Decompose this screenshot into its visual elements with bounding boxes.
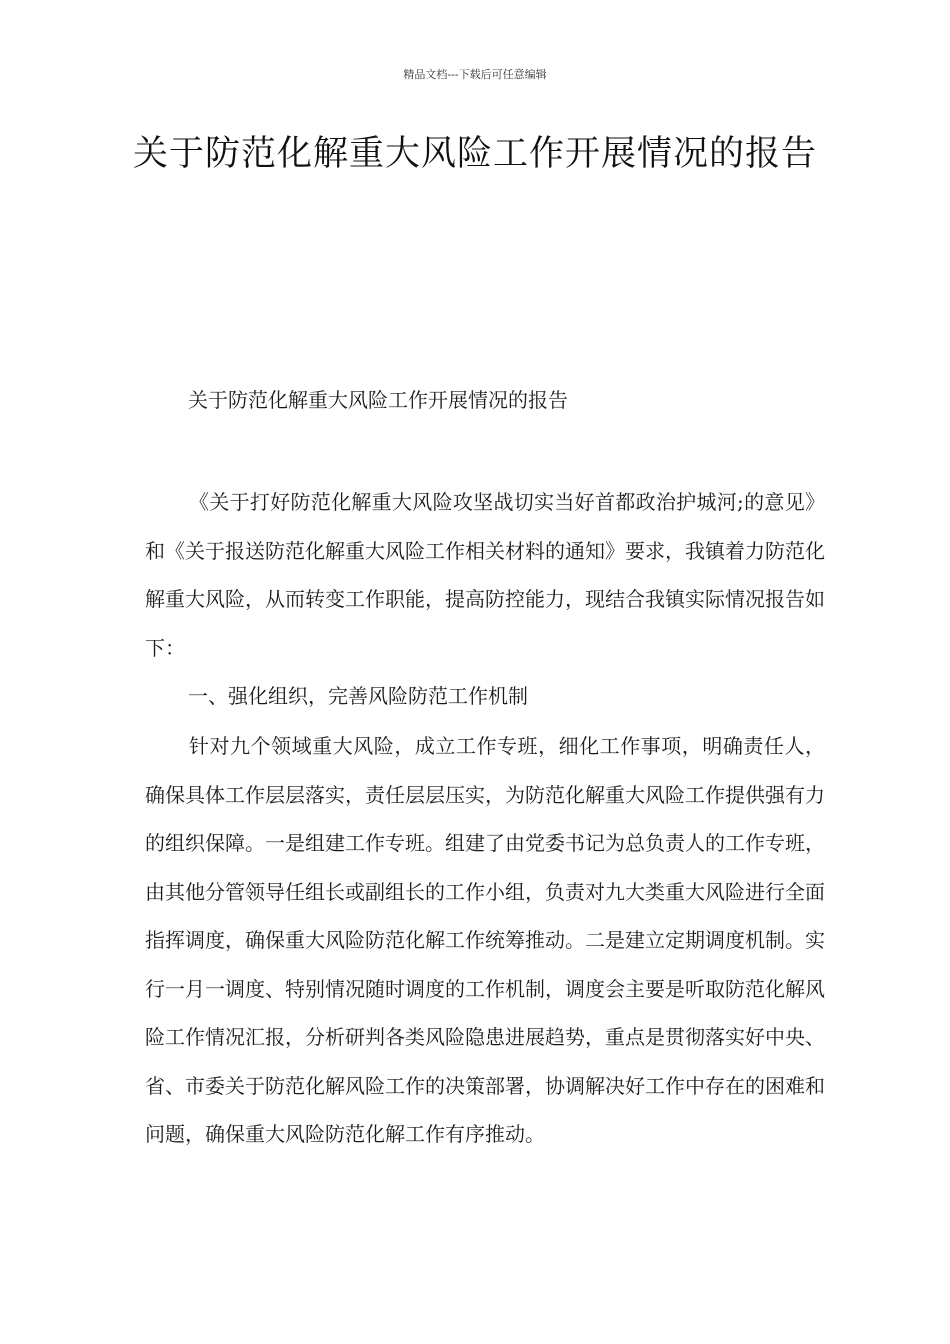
header-note: 精品文档---下载后可任意编辑	[403, 68, 547, 81]
paragraph-intro: 《关于打好防范化解重大风险攻坚战切实当好首都政治护城河;的意见》和《关于报送防范化解重大风险工作相关材料的通知》要求，我镇着力防范化解重大风险，从而转变工作职能，提高防控能力，现结合我镇实际情况报告如下：	[145, 490, 825, 660]
document-title: 关于防范化解重大风险工作开展情况的报告	[132, 134, 817, 174]
paragraph-section-1: 针对九个领域重大风险，成立工作专班，细化工作事项，明确责任人，确保具体工作层层落实，责任层层压实，为防范化解重大风险工作提供强有力的组织保障。一是组建工作专班。组建了由党委书记为总负责人的工作专班，由其他分管领导任组长或副组长的工作小组，负责对九大类重大风险进行全面指挥调度，确保重大风险防范化解工作统筹推动。二是建立定期调度机制。实行一月一调度、特别情况随时调度的工作机制，调度会主要是听取防范化解风险工作情况汇报，分析研判各类风险隐患进展趋势，重点是贯彻落实好中央、省、市委关于防范化解风险工作的决策部署，协调解决好工作中存在的困难和问题，确保重大风险防范化解工作有序推动。	[145, 734, 825, 1146]
section-heading-1: 一、强化组织，完善风险防范工作机制	[188, 684, 528, 708]
document-subtitle: 关于防范化解重大风险工作开展情况的报告	[188, 388, 568, 412]
